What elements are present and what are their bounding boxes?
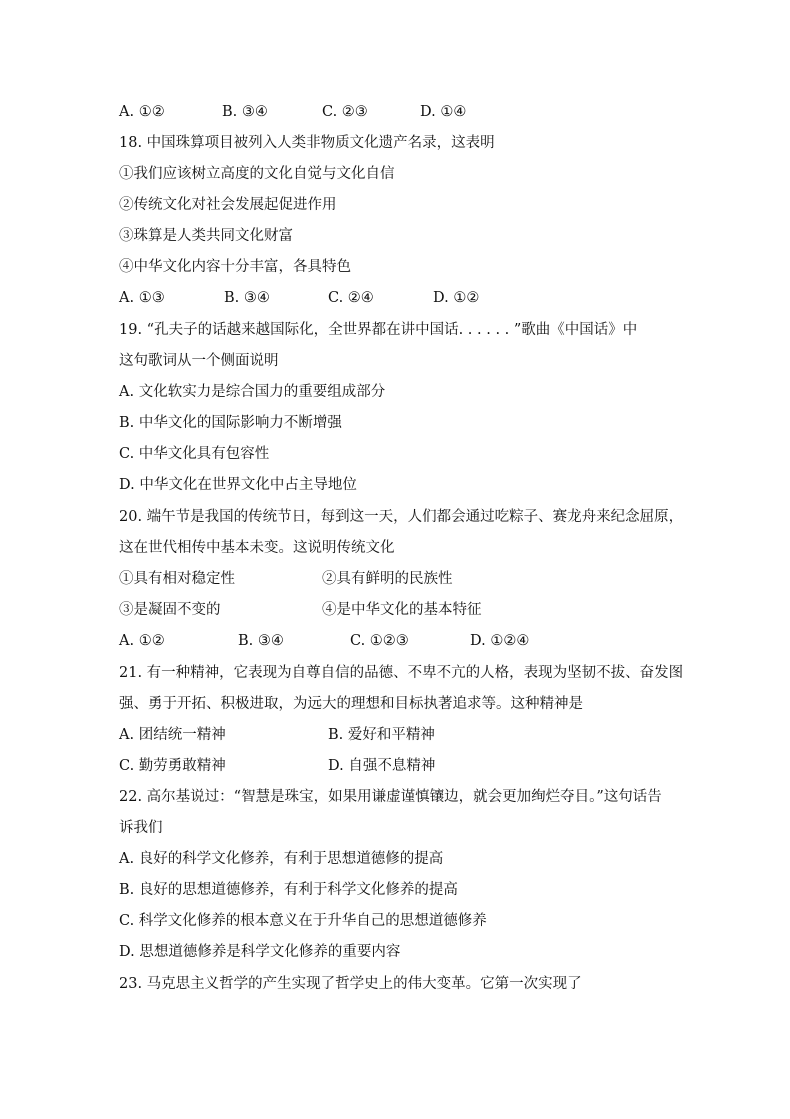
q20-stem-line1: 20. 端午节是我国的传统节日，每到这一天，人们都会通过吃粽子、赛龙舟来纪念屈原，	[119, 509, 684, 525]
q21-option-b: B. 爱好和平精神	[328, 727, 435, 743]
q20-stem-line2: 这在世代相传中基本未变。这说明传统文化	[119, 540, 395, 556]
q20-option-b: B. ③④	[238, 633, 284, 649]
q21-stem-line1: 21. 有一种精神，它表现为自尊自信的品德、不卑不亢的人格，表现为坚韧不拔、奋发图	[119, 665, 684, 681]
q18-option-c: C. ②④	[328, 290, 374, 306]
q20-item-3: ③是凝固不变的	[119, 602, 221, 618]
q18-item-4: ④中华文化内容十分丰富，各具特色	[119, 259, 351, 275]
q19-stem-line1: 19. “孔夫子的话越来越国际化，全世界都在讲中国话. . . . . . ”歌曲《中国话》中	[119, 322, 638, 338]
q19-option-c: C. 中华文化具有包容性	[119, 446, 270, 462]
q22-option-d: D. 思想道德修养是科学文化修养的重要内容	[119, 944, 401, 960]
q18-item-1: ①我们应该树立高度的文化自觉与文化自信	[119, 166, 395, 182]
q23-stem: 23. 马克思主义哲学的产生实现了哲学史上的伟大变革。它第一次实现了	[119, 976, 582, 992]
q18-option-d: D. ①②	[433, 290, 480, 306]
q20-item-1: ①具有相对稳定性	[119, 571, 235, 587]
q20-item-4: ④是中华文化的基本特征	[322, 602, 482, 618]
q20-item-2: ②具有鲜明的民族性	[322, 571, 453, 587]
q18-option-b: B. ③④	[224, 290, 270, 306]
q21-option-d: D. 自强不息精神	[328, 758, 436, 774]
q17-option-b: B. ③④	[222, 104, 268, 120]
q22-option-a: A. 良好的科学文化修养，有利于思想道德修的提高	[119, 851, 444, 867]
q20-option-a: A. ①②	[119, 633, 165, 649]
q17-option-a: A. ①②	[119, 104, 165, 120]
q18-stem: 18. 中国珠算项目被列入人类非物质文化遗产名录，这表明	[119, 135, 495, 151]
q22-stem-line1: 22. 高尔基说过：“智慧是珠宝，如果用谦虚谨慎镶边，就会更加绚烂夺目。”这句话告	[119, 789, 662, 805]
q19-option-d: D. 中华文化在世界文化中占主导地位	[119, 477, 357, 493]
q20-option-c: C. ①②③	[350, 633, 409, 649]
q21-option-a: A. 团结统一精神	[119, 727, 226, 743]
q20-option-d: D. ①②④	[470, 633, 530, 649]
q17-option-d: D. ①④	[420, 104, 467, 120]
q22-option-c: C. 科学文化修养的根本意义在于升华自己的思想道德修养	[119, 913, 487, 929]
q19-option-b: B. 中华文化的国际影响力不断增强	[119, 415, 342, 431]
q17-option-c: C. ②③	[322, 104, 368, 120]
q19-stem-line2: 这句歌词从一个侧面说明	[119, 353, 279, 369]
q18-option-a: A. ①③	[119, 290, 165, 306]
q22-option-b: B. 良好的思想道德修养，有利于科学文化修养的提高	[119, 882, 458, 898]
q18-item-3: ③珠算是人类共同文化财富	[119, 228, 293, 244]
q21-option-c: C. 勤劳勇敢精神	[119, 758, 226, 774]
q19-option-a: A. 文化软实力是综合国力的重要组成部分	[119, 384, 386, 400]
q22-stem-line2: 诉我们	[119, 820, 163, 836]
q18-item-2: ②传统文化对社会发展起促进作用	[119, 197, 337, 213]
q21-stem-line2: 强、勇于开拓、积极进取，为远大的理想和目标执著追求等。这种精神是	[119, 696, 583, 712]
